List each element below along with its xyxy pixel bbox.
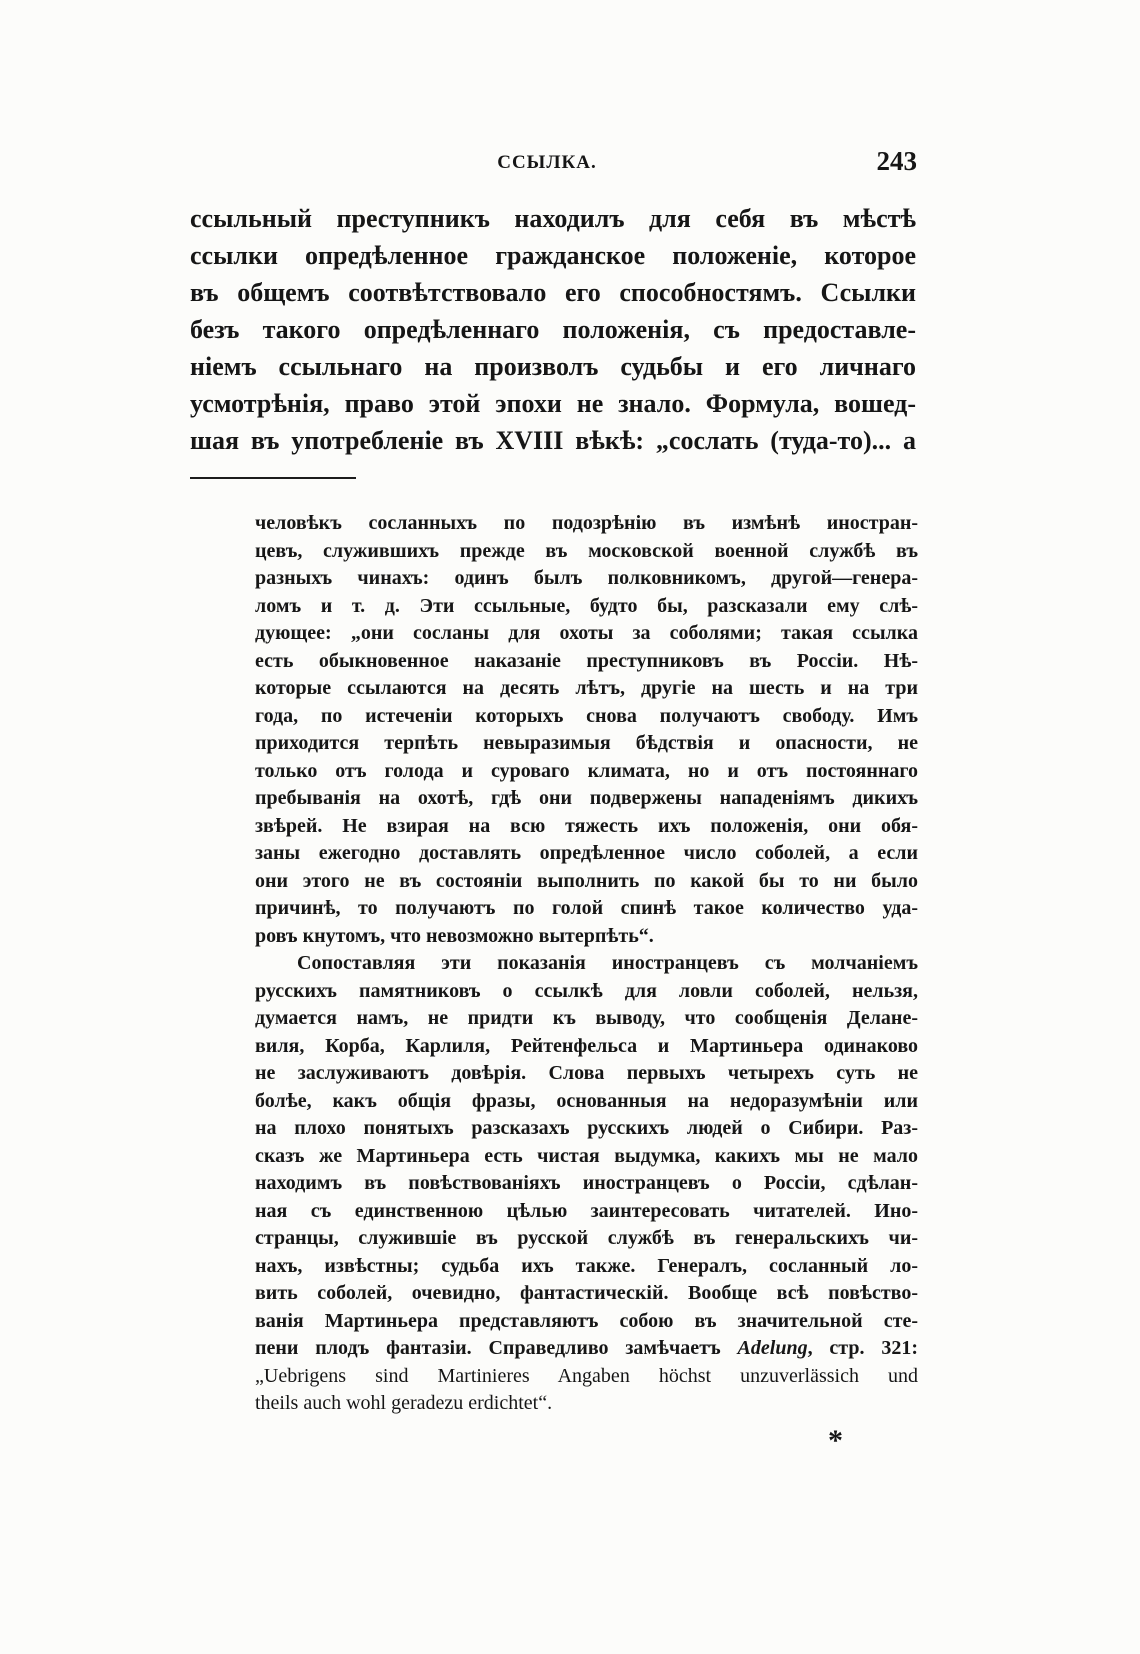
paragraph-line: не заслуживаютъ довѣрія. Слова первыхъ четырехъ суть не [255,1062,918,1084]
footnote-line: человѣкъ сосланныхъ по подозрѣнію въ измѣнѣ иностран- [255,512,918,534]
main-text-line: ссылки опредѣленное гражданское положеніе, которое [190,241,916,270]
quote-line: theils auch wohl geradezu erdichtet“. [255,1392,553,1414]
citation-author: Adelung [737,1337,808,1359]
footnote-line: приходится терпѣть невыразимыя бѣдствія и опасности, не [255,732,918,754]
paragraph-line: нахъ, извѣстны; судьба ихъ также. Генералъ, сосланный ло- [255,1254,918,1277]
footnote-block [255,510,918,1418]
footnote-line: разныхъ чинахъ: одинъ былъ полковникомъ, другой—генера- [255,567,918,589]
footnote-line: ровъ кнутомъ, что невозможно вытерпѣть“. [255,924,654,947]
footnote-line: они этого не въ состояніи выполнить по какой бы то ни было [255,869,918,892]
citation-line [255,1335,918,1363]
main-text-line: въ общемъ соотвѣтствовало его способностямъ. Ссылки [190,278,916,307]
paragraph-line: русскихъ памятниковъ о ссылкѣ для ловли соболей, нельзя, [255,979,918,1002]
paragraph-line: на плохо понятыхъ разсказахъ русскихъ людей о Сибири. Раз- [255,1117,918,1139]
main-text-line: безъ такого опредѣленнаго положенія, съ предоставле- [190,315,916,344]
running-title: ССЫЛКА. [497,152,597,173]
citation-page: , стр. 321: [807,1337,918,1359]
asterisk-ornament: * [828,1424,843,1457]
footnote-line: ломъ и т. д. Эти ссыльные, будто бы, разсказали ему слѣ- [255,594,918,617]
footnote-line: причинѣ, то получаютъ по голой спинѣ такое количество уда- [255,897,918,919]
citation-text: пени плодъ фантазіи. Справедливо замѣчаетъ [255,1337,721,1359]
footnote-line: звѣрей. Не взирая на всю тяжесть ихъ положенія, они обя- [255,814,918,837]
paragraph-line: думается намъ, не придти къ выводу, что сообщенія Делане- [255,1007,918,1029]
paragraph-line: сказъ же Мартиньера есть чистая выдумка, какихъ мы не мало [255,1144,918,1167]
footnote-line: есть обыкновенное наказаніе преступниковъ въ Россіи. Нѣ- [255,649,918,672]
paragraph-line: болѣе, какъ общія фразы, основанныя на недоразумѣніи или [255,1089,918,1112]
main-text-line: ссыльный преступникъ находилъ для себя въ мѣстѣ [190,204,916,233]
paragraph-line: ная съ единственною цѣлью заинтересовать читателей. Ино- [255,1199,918,1222]
footnote-line: дующее: „они сосланы для охоты за соболями; такая ссылка [255,622,918,644]
footnote-line: заны ежегодно доставлять опредѣленное число соболей, а если [255,842,918,864]
quote-line: „Uebrigens sind Martinieres Angaben höchst unzuverlässich und [255,1364,918,1387]
paragraph-line: ванія Мартиньера представляютъ собою въ значительной сте- [255,1309,918,1332]
page-number: 243 [876,146,917,176]
main-text-line: шая въ употребленіе въ XVIII вѣкѣ: „сослать (туда-то)... а [190,426,916,455]
footnote-line: только отъ голода и суроваго климата, но и отъ постояннаго [255,759,918,782]
footnote-line: которые ссылаются на десять лѣтъ, другіе на шесть и на три [255,677,918,699]
paragraph-line: виля, Корба, Карлиля, Рейтенфельса и Мартиньера одинаково [255,1034,918,1057]
main-text-line: усмотрѣнія, право этой эпохи не знало. Формула, вошед- [190,389,916,418]
footnote-line: цевъ, служившихъ прежде въ московской военной службѣ въ [255,539,918,562]
footnote-divider [190,477,356,479]
main-text [190,200,916,459]
paragraph-line: находимъ въ повѣствованіяхъ иностранцевъ о Россіи, сдѣлан- [255,1172,918,1194]
paragraph-line: Сопоставляя эти показанія иностранцевъ съ молчаніемъ [297,952,918,974]
footnote-line: пребыванія на охотѣ, гдѣ они подвержены нападеніямъ дикихъ [255,787,918,809]
paragraph-line: странцы, служившіе въ русской службѣ въ генеральскихъ чи- [255,1227,918,1249]
paragraph-line: вить соболей, очевидно, фантастическій. Вообще всѣ повѣство- [255,1282,918,1304]
main-text-line: ніемъ ссыльнаго на произволъ судьбы и его личнаго [190,352,916,381]
footnote-line: года, по истеченіи которыхъ снова получаютъ свободу. Имъ [255,704,918,727]
